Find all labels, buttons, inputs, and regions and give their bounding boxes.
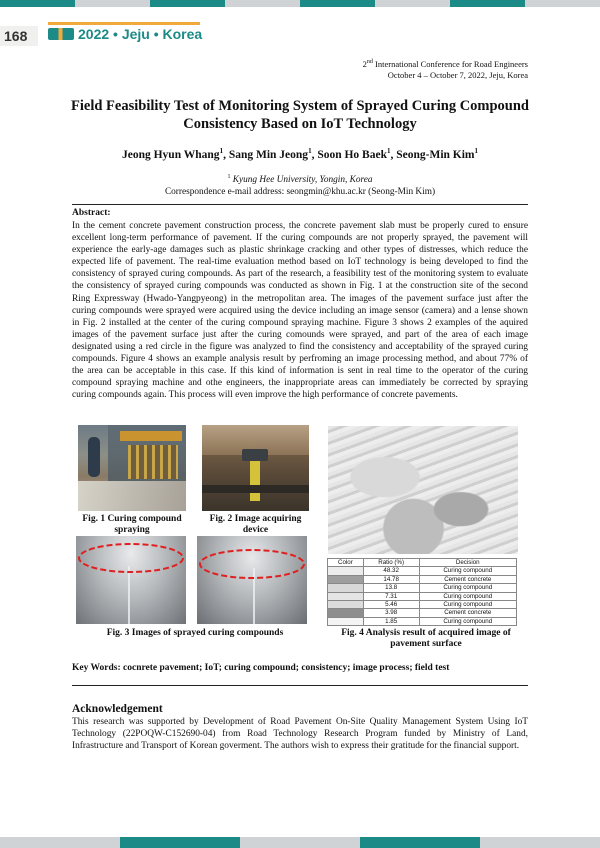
table-row — [328, 567, 517, 575]
author: Jeong Hyun Whang — [121, 148, 220, 161]
keywords-label: Key Words: — [72, 663, 124, 673]
affiliation: Kyung Hee University, Yongin, Korea — [232, 175, 373, 186]
divider — [72, 204, 528, 205]
decision-cell: Curing compound — [419, 584, 516, 592]
divider — [72, 685, 528, 686]
fig3-photo-right — [197, 536, 307, 624]
logo-text: 2022 • Jeju • Korea — [78, 26, 203, 42]
logo-mark — [48, 28, 74, 40]
table-header-row — [328, 559, 517, 567]
fig2-photo — [202, 425, 309, 511]
color-swatch — [328, 567, 364, 575]
abstract-text: In the cement concrete pavement construction process, the concrete pavement slab must be properly cured to ensure excellent long-term performance of pavement. If the curing compounds are not properly sprayed, the pavement will experience the early-age damages such as plastic shrinkage cracking and other types of distresses, which reduce the expected life of pavement. The real-time evaluation method based on IoT technology is being developed to find the consistency of sprayed curing compounds. As part of the research, a feasibility test of the monitoring system to evaluate the consistency of sprayed curing compounds was conducted as shown in Fig. 1 at the construction site of the second Ring Expressway (Hwado-Yangpyeong) in the metropolitan area. The images of the pavement surface just after the curing compounds were sprayed were acquired using the device including an image sensor (camera) and a lense shown in Fig. 2 installed at the center of the curing compound spraying machine. Figure 3 shows 2 examples of the aquired images of the pavement surface just after the curing comounds were sprayed, and part of the area of each image designated using a red circle in the figure was analyzed to find the consistency and acceptability of the sprayed curing compounds. Figure 4 shows an example analysis result by perfroming an image processing method, and about 77% of the area can be acceptable in this case. If this kind of information is sent in real time to the operator of the curing compound spraying machine and othe engineers, the inappropriate areas can immediately be corrected by spraying curing compounds again. This process will even improve the high performance of concrete pavements. — [72, 221, 528, 401]
keywords-list: cocnrete pavement; IoT; curing compound; consistency; image process; field test — [123, 663, 450, 673]
conference-dates: October 4 – October 7, 2022, Jeju, Korea — [387, 69, 528, 80]
decision-cell: Curing compound — [419, 567, 516, 575]
decision-cell: Cement concrete — [419, 575, 516, 583]
author: Seong-Min Kim — [396, 148, 475, 161]
acknowledgement-text: This research was supported by Development of Road Pavement On-Site Quality Management System Using IoT Technology (22POQW-C152690-04) from Road Technology Research Program funded by Ministry of Land, Infrastructure and Transport of Korean goverment. The authors wish to express their gratitude for the financial support. — [72, 717, 528, 752]
decision-cell: Curing compound — [419, 617, 516, 625]
table-header: Ratio (%) — [363, 559, 419, 567]
conference-info: 2nd International Conference for Road Engineers October 4 – October 7, 2022, Jeju, Korea — [362, 58, 528, 80]
table-header: Decision — [419, 559, 516, 567]
top-color-band — [0, 0, 600, 7]
red-circle-right — [197, 536, 307, 624]
decision-cell: Curing compound — [419, 592, 516, 600]
affiliation-block: $^1$ Kyung Hee University, Yongin, Korea Correspondence e-mail address: seongmin@khu.ac.kr (Seong-Min Kim) — [60, 171, 540, 198]
table-row — [328, 575, 517, 583]
fig2-caption: Fig. 2 Image acquiring device — [209, 514, 302, 535]
table-row — [328, 609, 517, 617]
table-header: Color — [328, 559, 364, 567]
fig3-photo-left — [76, 536, 186, 624]
fig4-analysis-image — [328, 426, 518, 554]
ratio-cell: 48.32 — [363, 567, 419, 575]
table-row — [328, 600, 517, 608]
abstract-heading: Abstract: — [72, 208, 111, 218]
author: Sang Min Jeong — [228, 148, 309, 161]
color-swatch — [328, 600, 364, 608]
page-number: 168 — [4, 28, 28, 44]
fig1-caption: Fig. 1 Curing compound spraying — [82, 514, 182, 535]
ratio-cell: 5.46 — [363, 600, 419, 608]
ratio-cell: 13.8 — [363, 584, 419, 592]
acknowledgement-heading: Acknowledgement — [72, 703, 163, 715]
author: Soon Ho Baek — [317, 148, 387, 161]
header-accent-line — [48, 22, 200, 25]
color-swatch — [328, 584, 364, 592]
color-swatch — [328, 575, 364, 583]
paper-title: Field Feasibility Test of Monitoring System of Sprayed Curing Compound Consistency Based on IoT Technology — [71, 98, 529, 132]
fig1-photo — [78, 425, 186, 511]
ratio-cell: 1.85 — [363, 617, 419, 625]
color-swatch — [328, 592, 364, 600]
conference-logo — [48, 26, 202, 42]
red-circle-left — [76, 536, 186, 624]
table-row — [328, 584, 517, 592]
table-row — [328, 592, 517, 600]
decision-cell: Curing compound — [419, 600, 516, 608]
correspondence: Correspondence e-mail address: seongmin@khu.ac.kr (Seong-Min Kim) — [164, 187, 436, 198]
color-swatch — [328, 617, 364, 625]
keywords — [72, 663, 528, 673]
ratio-cell: 3.98 — [363, 609, 419, 617]
bottom-color-band — [0, 837, 600, 848]
fig4-caption: Fig. 4 Analysis result of acquired image of pavement surface — [341, 628, 511, 649]
author-list: Jeong Hyun Whang$^1$, Sang Min Jeong$^1$, Soon Ho Baek$^1$, Seong-Min Kim$^1$ — [121, 147, 478, 161]
fig4-result-table — [327, 558, 517, 626]
fig3-caption: Fig. 3 Images of sprayed curing compounds — [106, 628, 284, 638]
table-row — [328, 617, 517, 625]
color-swatch — [328, 609, 364, 617]
ratio-cell: 14.78 — [363, 575, 419, 583]
ratio-cell: 7.31 — [363, 592, 419, 600]
decision-cell: Cement concrete — [419, 609, 516, 617]
